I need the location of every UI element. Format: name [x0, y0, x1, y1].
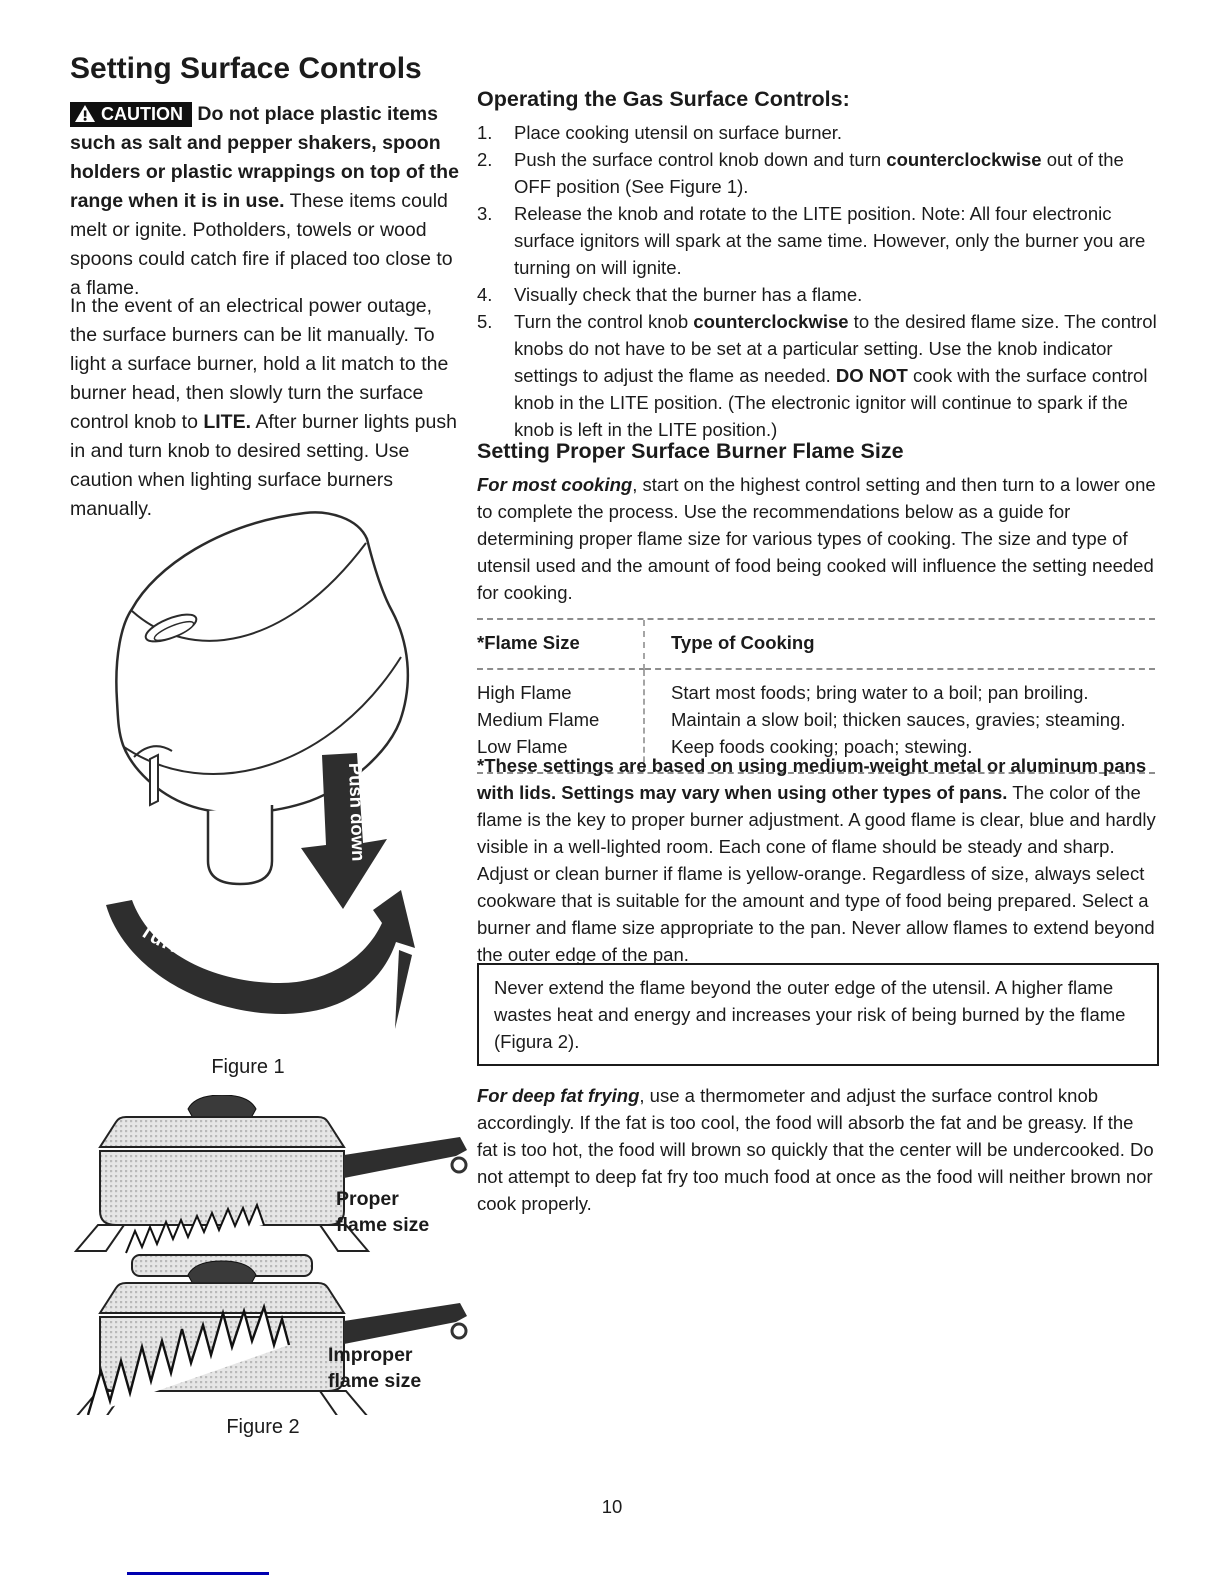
- flame-intro-lead: For most cooking: [477, 474, 633, 495]
- manual-lighting-paragraph: [70, 292, 464, 524]
- flame-warning-text: Never extend the flame beyond the outer edge of the utensil. A higher flame wastes heat and energy and increases your risk of being burned by the flame (Figura 2).: [494, 977, 1126, 1052]
- manual-light-lite: LITE.: [203, 411, 252, 433]
- deep-fat-lead: For deep fat frying: [477, 1085, 640, 1106]
- page-title: Setting Surface Controls: [70, 52, 422, 85]
- step-1: [477, 119, 1157, 146]
- caution-label: CAUTION: [101, 103, 183, 124]
- pot1-grate-left: [76, 1225, 124, 1251]
- flame-size-table: [477, 618, 1155, 774]
- table-row-size: High Flame: [477, 682, 572, 703]
- table-row-size: Low Flame: [477, 736, 568, 757]
- pot2-handle: [344, 1303, 467, 1344]
- step-5-text: [514, 308, 1157, 443]
- footer-rule: [127, 1572, 269, 1575]
- manual-lighting-text: [70, 292, 464, 524]
- caution-rest-text: These items could melt or ignite. Potholders, towels or wood spoons could catch fire if placed too close to a flame.: [70, 190, 453, 299]
- knob-stem: [208, 805, 272, 884]
- table-row-size: Medium Flame: [477, 709, 600, 730]
- pot2-handle-ring: [452, 1324, 466, 1338]
- operating-heading: Operating the Gas Surface Controls:: [477, 87, 850, 111]
- step-4-number: 4.: [477, 284, 493, 305]
- step-3: [477, 200, 1157, 281]
- left-column-top: [70, 52, 464, 303]
- flame-intro-paragraph: [477, 471, 1157, 606]
- step-5-bold-counterclockwise: counterclockwise: [693, 311, 849, 332]
- turn-ccw-arrow-tail: [395, 950, 412, 1029]
- step-1-text: Place cooking utensil on surface burner.: [514, 122, 843, 143]
- step-2-bold-counterclockwise: counterclockwise: [886, 149, 1042, 170]
- step-2-text: [514, 146, 1157, 200]
- figure1-caption: Figure 1: [211, 1056, 285, 1078]
- table-row-cooking: Maintain a slow boil; thicken sauces, gravies; steaming.: [671, 709, 1126, 730]
- step-2-number: 2.: [477, 149, 493, 170]
- step-4: [477, 281, 1157, 308]
- control-knob-diagram: [70, 505, 470, 1053]
- caution-badge: [70, 102, 192, 127]
- step-3-number: 3.: [477, 203, 493, 224]
- deep-fat-rest: , use a thermometer and adjust the surface control knob accordingly. If the fat is too cool, the food will absorb the fat and be greasy. If the fat is too hot, the food will brown so quickly that the center will be undercooked. Do not attempt to deep fat fry too much food at once as the food will neither brown nor cook properly.: [477, 1085, 1154, 1214]
- manual-light-a: In the event of an electrical power outage, the surface burners can be lit manually. To light a surface burner, hold a lit match to the burner head, then slowly turn the surface control knob to: [70, 295, 449, 433]
- figure1-knob-illustration: [70, 505, 470, 1053]
- operating-steps-list: [477, 119, 1157, 443]
- pot1-handle: [344, 1137, 467, 1178]
- caution-bold-text: Do not place plastic items such as salt and pepper shakers, spoon holders or plastic wrappings on top of the range when it is in use.: [70, 103, 459, 212]
- warning-triangle-icon: [74, 104, 96, 123]
- caution-paragraph: [70, 100, 464, 303]
- settings-notes-paragraph: [477, 752, 1157, 968]
- pot2-grate-right: [320, 1391, 368, 1415]
- push-down-label: Push down: [345, 762, 370, 862]
- step-5-text-c: to the desired flame size. The control knobs do not have to be set at a particular setting. Use the knob indicator settings to adjust the flame as needed.: [514, 311, 1157, 386]
- knob-pointer-tab: [150, 755, 158, 805]
- step-2-text-a: Push the surface control knob down and turn: [514, 149, 887, 170]
- pot1-lid: [100, 1117, 344, 1147]
- pot1-body: [100, 1151, 344, 1225]
- table-row-cooking: Keep foods cooking; poach; stewing.: [671, 736, 973, 757]
- pot1-handle-ring: [452, 1158, 466, 1172]
- manual-light-c: After burner lights push in and turn knob to desired setting. Use caution when lighting surface burners manually.: [70, 411, 457, 520]
- step-1-number: 1.: [477, 122, 493, 143]
- figure2-caption: Figure 2: [226, 1416, 300, 1438]
- step-5-text-e: cook with the surface control knob in the LITE position. (The electronic ignitor will continue to spark if the knob is left in the LITE position.): [514, 365, 1148, 440]
- flame-warning-box: [477, 963, 1159, 1066]
- improper-flame-label: Improper flame size: [328, 1344, 422, 1392]
- table-header-flame-size: *Flame Size: [477, 620, 645, 670]
- table-row-cooking: Start most foods; bring water to a boil; pan broiling.: [671, 682, 1089, 703]
- deep-fat-frying-paragraph: [477, 1082, 1157, 1217]
- settings-notes-rest: The color of the flame is the key to proper burner adjustment. A good flame is clear, blue and hardly visible in a well-lighted room. Each cone of flame should be steady and sharp. Adjust or clean burner if flame is yellow-orange. Regardless of size, always select cookware that is suitable for the amount and type of food being prepared. Select a burner and flame size appropriate to the pan. Never allow flames to extend beyond the outer edge of the pan.: [477, 782, 1156, 965]
- table-header-type-of-cooking: Type of Cooking: [645, 620, 1155, 670]
- step-5-number: 5.: [477, 311, 493, 332]
- step-5-text-a: Turn the control knob: [514, 311, 694, 332]
- operating-section: [477, 86, 1157, 443]
- flame-size-section: [477, 438, 1157, 774]
- pot2-lid: [100, 1283, 344, 1313]
- pot1-lid-knob: [188, 1095, 256, 1118]
- step-2: [477, 146, 1157, 200]
- settings-notes-bold: *These settings are based on using medium-weight metal or aluminum pans with lids. Settings may vary when using other types of pans.: [477, 755, 1147, 803]
- page-number: 10: [601, 1496, 623, 1517]
- step-3-text: Release the knob and rotate to the LITE position. Note: All four electronic surface ignitors will spark at the same time. However, only the burner you are turning on will ignite.: [514, 203, 1146, 278]
- flame-size-heading: Setting Proper Surface Burner Flame Size: [477, 439, 904, 463]
- flame-intro-rest: , start on the highest control setting and then turn to a lower one to complete the process. Use the recommendations below as a guide for determining proper flame size for various types of cooking. The size and type of utensil used and the amount of food being cooked will influence the setting needed for cooking.: [477, 474, 1156, 603]
- step-2-text-c: out of the OFF position (See Figure 1).: [514, 149, 1124, 197]
- step-5-bold-do-not: DO NOT: [835, 365, 908, 386]
- turn-ccw-label-text: Turn Counterclockwise: [135, 903, 378, 968]
- step-5: [477, 308, 1157, 443]
- proper-flame-label: Proper flame size: [336, 1188, 430, 1236]
- step-4-text: Visually check that the burner has a flame.: [514, 284, 863, 305]
